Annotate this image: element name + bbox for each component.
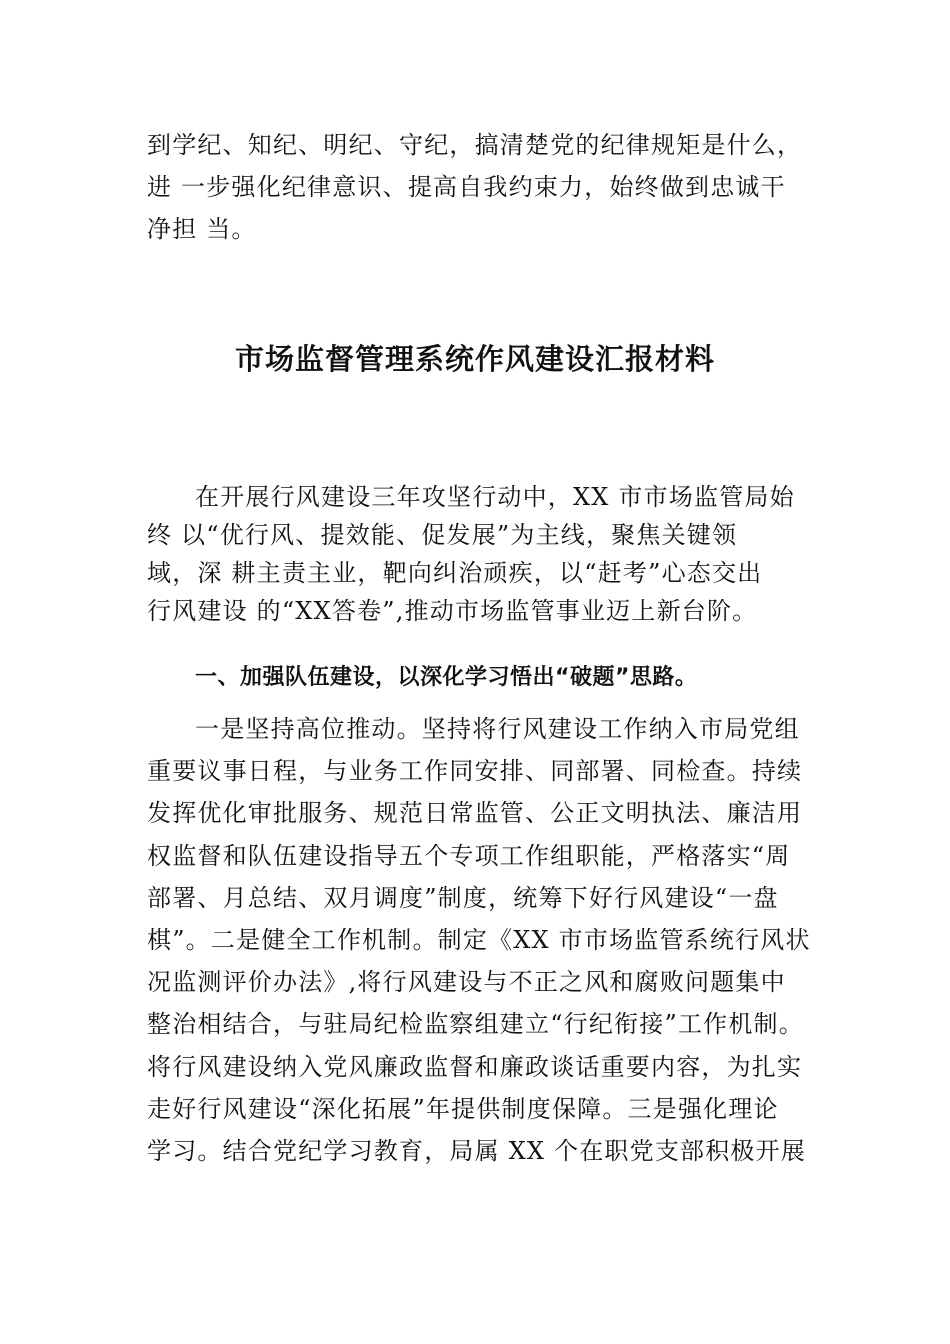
paragraph-line: 净担 当。 [147,215,257,243]
paragraph-line: 一是坚持高位推动。坚持将行风建设工作纳入市局党组 [195,715,800,743]
paragraph-line: 将行风建设纳入党风廉政监督和廉政谈话重要内容，为扎实 [147,1052,803,1081]
paragraph-line: 走好行风建设“深化拓展”年提供制度保障。三是强化理论 [147,1094,779,1123]
paragraph-line: 棋”。二是健全工作机制。制定《XX 市市场监管系统行风状 [147,925,811,954]
paragraph-line: 况监测评价办法》,将行风建设与不正之风和腐败问题集中 [147,968,786,997]
intro-paragraph [147,478,817,630]
continuation-paragraph [147,124,817,250]
paragraph-line: 学习。结合党纪学习教育，局属 XX 个在职党支部积极开展 [147,1136,807,1165]
section-paragraph [147,708,817,1172]
paragraph-line: 权监督和队伍建设指导五个专项工作组职能，严格落实“周 [147,841,791,870]
document-title: 市场监督管理系统作风建设汇报材料 [234,342,715,376]
paragraph-line: 重要议事日程，与业务工作同安排、同部署、同检查。持续 [147,757,803,786]
paragraph-line: 在开展行风建设三年攻坚行动中，XX 市市场监管局始 [195,483,795,511]
paragraph-line: 终 以“优行风、提效能、促发展”为主线，聚焦关键领 [147,521,738,549]
paragraph-line: 到学纪、知纪、明纪、守纪，搞清楚党的纪律规矩是什么， [147,131,803,159]
paragraph-line: 进 一步强化纪律意识、提高自我约束力，始终做到忠诚干 [147,173,786,201]
paragraph-line: 发挥优化审批服务、规范日常监管、公正文明执法、廉洁用 [147,799,803,828]
paragraph-line: 行风建设 的“XX答卷”,推动市场监管事业迈上新台阶。 [147,597,758,625]
paragraph-line: 整治相结合，与驻局纪检监察组建立“行纪衔接”工作机制。 [147,1010,804,1039]
section-heading: 一、加强队伍建设，以深化学习悟出“破题”思路。 [195,665,698,690]
paragraph-line: 部署、月总结、双月调度”制度，统筹下好行风建设“一盘 [147,883,779,912]
paragraph-line: 域，深 耕主责主业，靶向纠治顽疾，以“赶考”心态交出 [147,559,763,587]
